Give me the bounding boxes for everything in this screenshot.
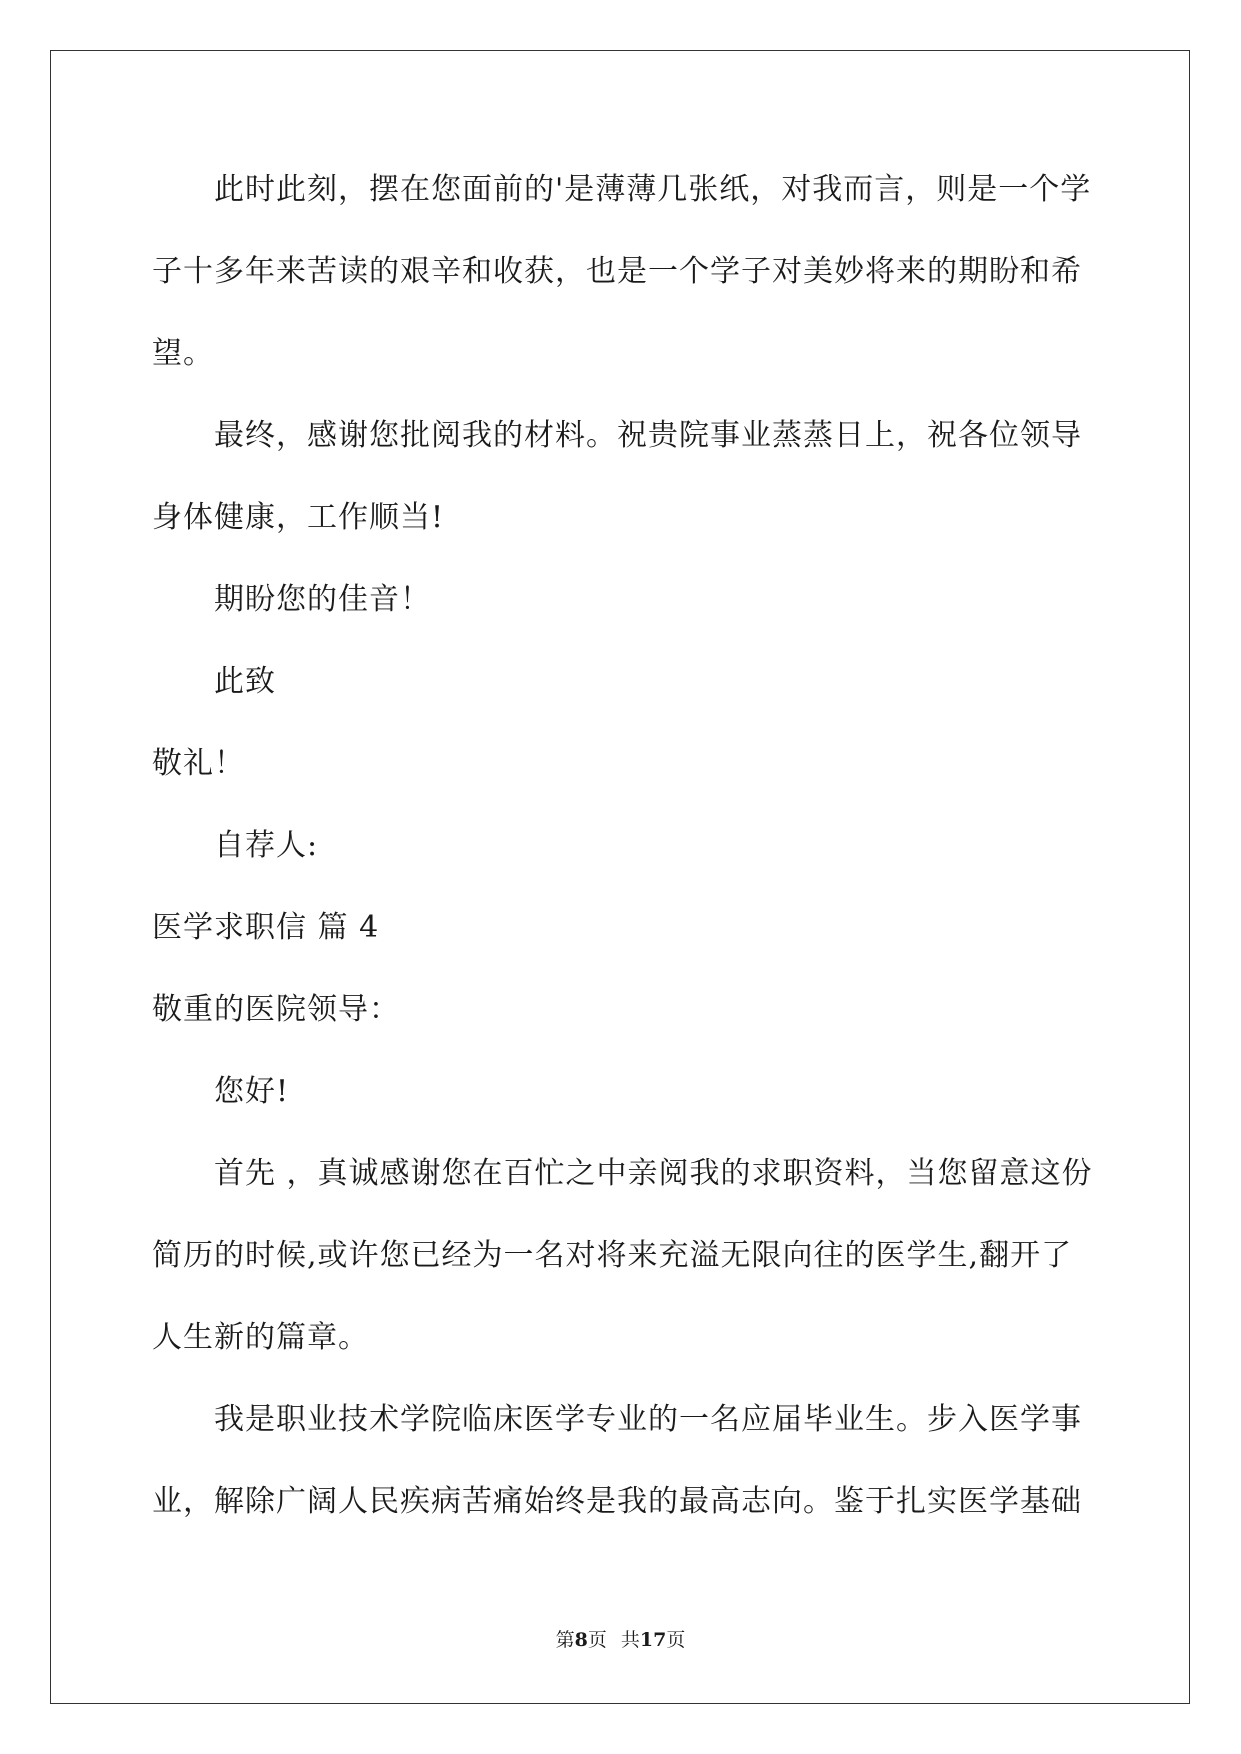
page-frame (50, 50, 1190, 1704)
signature-line: 自荐人: (214, 828, 319, 863)
paragraph-line: 期盼您的佳音！ (214, 582, 431, 617)
page-footer (0, 1628, 1241, 1652)
paragraph-line: 最终，感谢您批阅我的材料。祝贵院事业蒸蒸日上，祝各位领导 (214, 418, 1082, 453)
paragraph-line: 简历的时候,或许您已经为一名对将来充溢无限向往的医学生,翻开了 (152, 1238, 1073, 1273)
page-label: 第 (555, 1629, 575, 1651)
total-unit: 页 (666, 1629, 686, 1651)
section-heading: 医学求职信 篇 4 (152, 910, 380, 945)
paragraph-line: 人生新的篇章。 (152, 1320, 369, 1355)
paragraph-line: 子十多年来苦读的艰辛和收获，也是一个学子对美妙将来的期盼和希 (152, 254, 1082, 289)
paragraph-line: 业，解除广阔人民疾病苦痛始终是我的最高志向。鉴于扎实医学基础 (152, 1484, 1082, 1519)
page-indicator (556, 1629, 607, 1651)
total-pages: 17 (639, 1629, 667, 1651)
salutation: 敬重的医院领导： (152, 992, 400, 1027)
page-number: 8 (574, 1629, 588, 1651)
closing-line: 此致 (214, 664, 276, 699)
paragraph-line: 此时此刻，摆在您面前的'是薄薄几张纸，对我而言，则是一个学 (214, 172, 1092, 207)
greeting: 您好! (214, 1074, 290, 1109)
closing-line: 敬礼！ (152, 746, 245, 781)
paragraph-line: 望。 (152, 336, 214, 371)
page-unit: 页 (587, 1629, 607, 1651)
total-label: 共 (620, 1629, 640, 1651)
paragraph-line: 首先 ，真诚感谢您在百忙之中亲阅我的求职资料，当您留意这份 (214, 1156, 1093, 1191)
total-indicator (621, 1629, 685, 1651)
paragraph-line: 我是职业技术学院临床医学专业的一名应届毕业生。步入医学事 (214, 1402, 1082, 1437)
paragraph-line: 身体健康，工作顺当! (152, 500, 445, 535)
